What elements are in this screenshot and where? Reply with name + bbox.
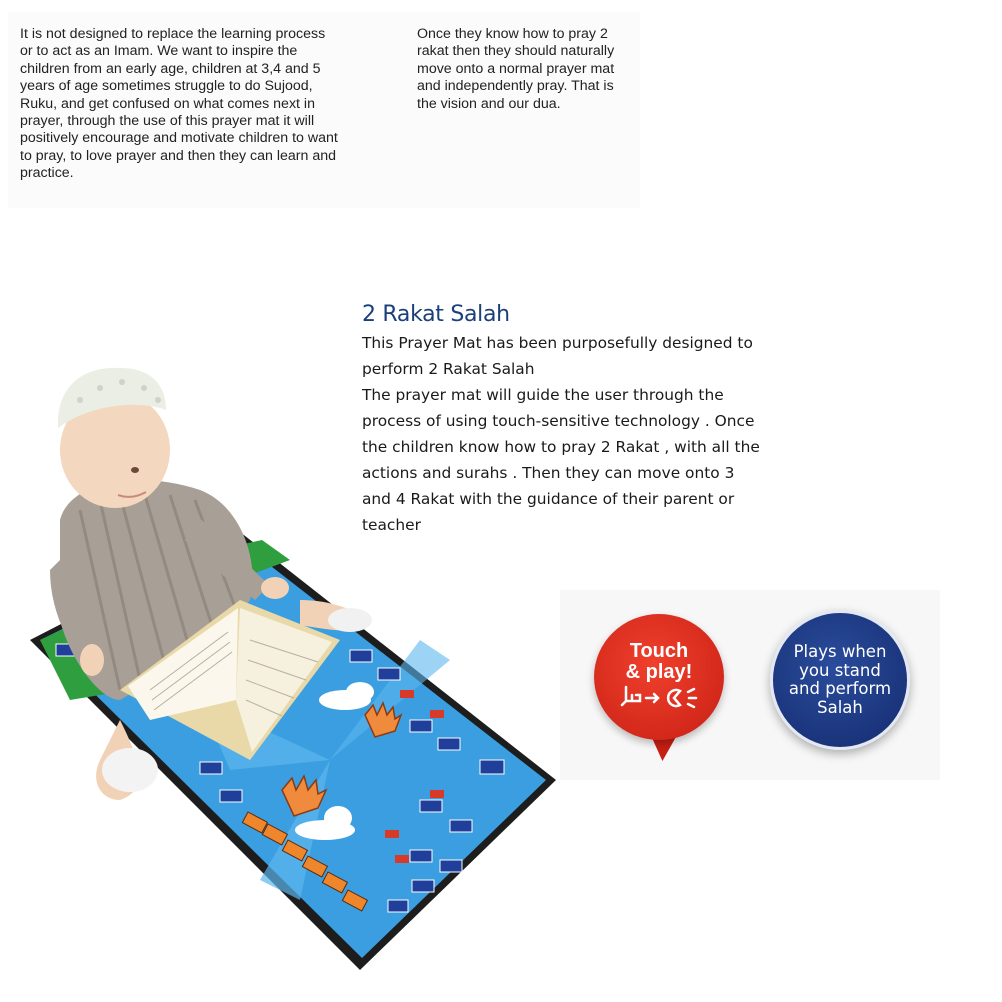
touch-label: Touch <box>629 640 689 662</box>
plays-line-4: Salah <box>817 697 863 717</box>
touch-play-badge <box>594 614 724 740</box>
salah-heading: 2 Rakat Salah <box>362 302 510 327</box>
salah-paragraph-2: The prayer mat will guide the user through the process of using touch-sensitive technology . Once the children know how to pray 2 Rakat , with all the actions and surahs . Then they can move onto 3 and 4 Rakat with the guidance of their parent or teacher <box>362 386 760 534</box>
plays-line-2: you stand <box>799 660 881 680</box>
intro-right-text: Once they know how to pray 2 rakat then they should naturally move onto a normal prayer mat and independently pray. That is the vision and our dua. <box>417 26 615 112</box>
child-prayer-mat-illustration <box>0 360 600 980</box>
plays-line-3: and perform <box>788 679 892 698</box>
salah-paragraph-1: This Prayer Mat has been purposefully designed to perform 2 Rakat Salah <box>362 334 753 378</box>
touch-sound-icon <box>614 683 704 713</box>
play-label: & play! <box>625 661 693 683</box>
intro-left-text: It is not designed to replace the learning process or to act as an Imam. We want to inspire the children from an early age, children at 3,4 and 5 years of age sometimes struggle to do Sujood, Ruku, and get confused on what comes next in prayer, through the use of this prayer mat it will positively encourage and motivate children to want to pray, to love prayer and then they can learn and practice. <box>20 26 338 182</box>
plays-line-1: Plays when <box>793 642 887 661</box>
plays-salah-badge <box>770 610 910 750</box>
